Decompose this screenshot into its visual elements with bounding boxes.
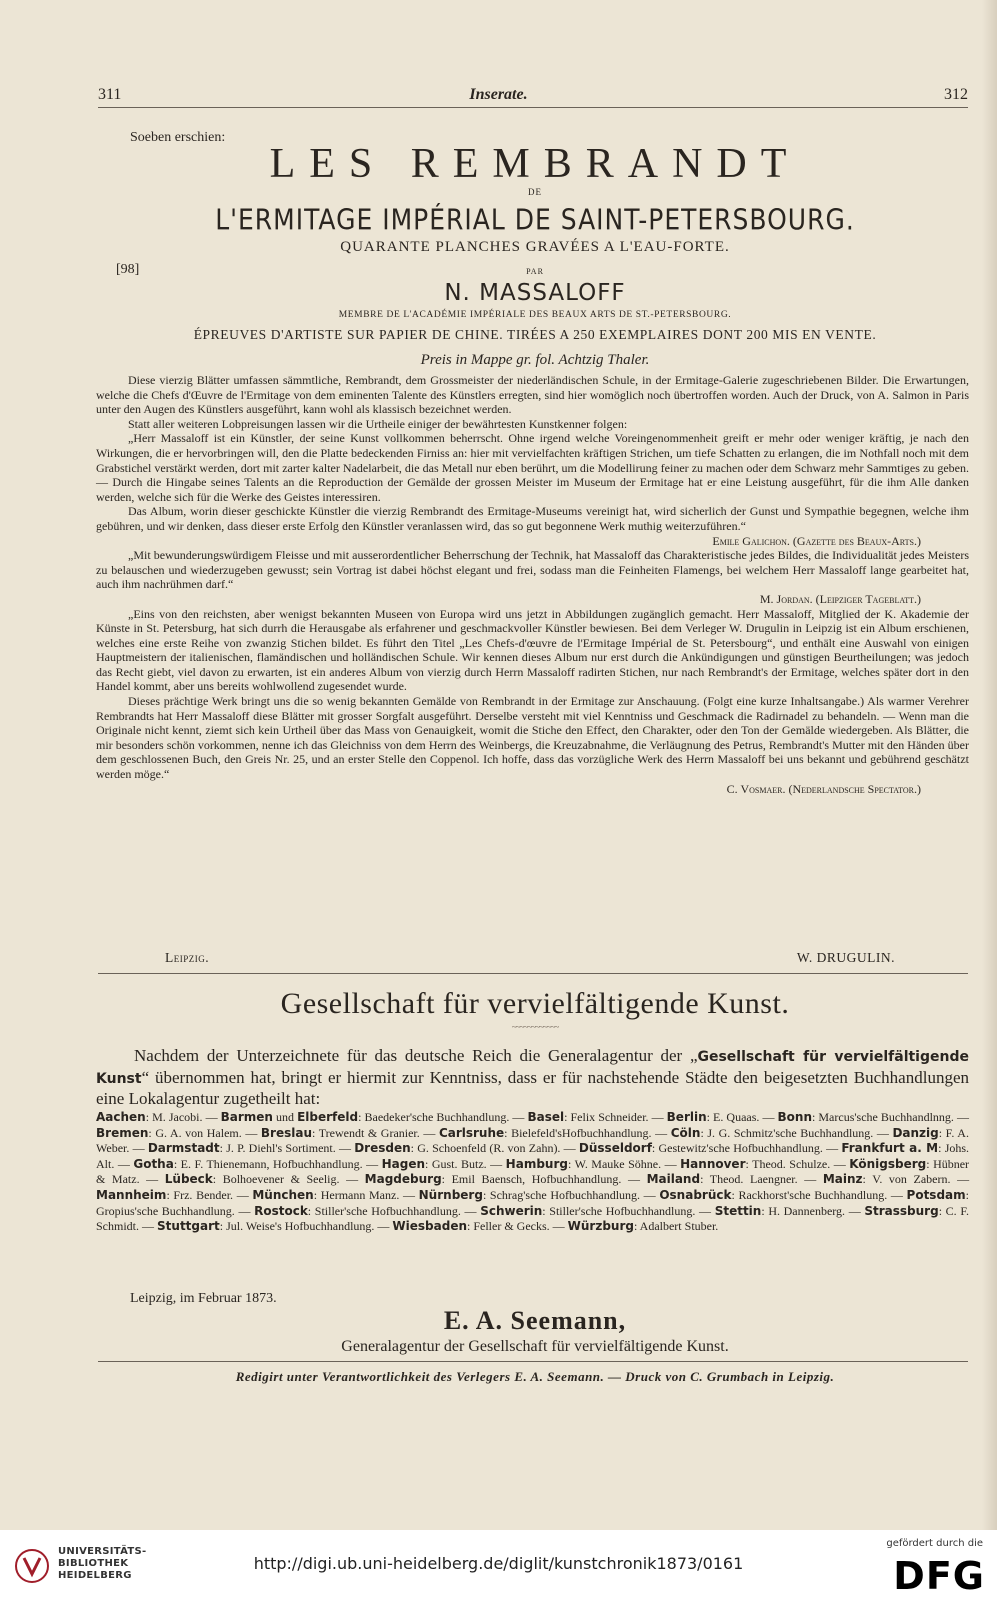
agency-bookshop: Gestewitz'sche Hofbuchhandlung. [658, 1141, 823, 1156]
price-note: Preis in Mappe gr. fol. Achtzig Thaler. [420, 352, 650, 368]
author-name: N. MASSALOFF [444, 280, 626, 306]
agency-bookshop: Theod. Laengner. [709, 1172, 798, 1187]
title-ermitage: L'ERMITAGE IMPÉRIAL DE SAINT-PETERSBOURG. [215, 203, 855, 237]
agency-city: Schwerin [480, 1203, 543, 1218]
gesellschaft-title: Gesellschaft für vervielfältigende Kunst. [280, 987, 790, 1020]
agency-bookshop: Bielefeld'sHofbuchhandlung. [511, 1125, 652, 1140]
title-de: DE [528, 187, 542, 197]
agency-city: Dresden [354, 1141, 411, 1156]
agency-bookshop: H. Dannenberg. [768, 1203, 846, 1218]
signature-text: M. Jordan. (Leipziger Tageblatt.) [759, 591, 921, 606]
agency-bookshop: Emil Baensch, Hofbuchhandlung. [451, 1172, 622, 1187]
agency-bookshop: J. G. Schmitz'sche Buchhandlung. [707, 1125, 874, 1140]
ub-line-1: UNIVERSITÄTS- [58, 1546, 147, 1557]
agency-bookshop: Stiller'sche Hofbuchhandlung. [549, 1203, 696, 1218]
agency-city: Barmen [220, 1110, 273, 1124]
agency-bookshop: Jul. Weise's Hofbuchhandlung. [226, 1219, 375, 1234]
agency-bookshop: Gust. Butz. [431, 1156, 487, 1171]
publisher-drugulin: W. DRUGULIN. [796, 950, 895, 965]
ub-line-2: BIBLIOTHEK [58, 1558, 129, 1569]
agency-city: Strassburg [864, 1203, 939, 1218]
signatory-title: Generalagentur der Gesellschaft für vervielfältigende Kunst. [341, 1338, 729, 1355]
intro-part-c: “ übernommen hat, bringt er hiermit zur Kenntniss, dass er für nachstehende Städte den beigesetzten Buchhandlungen eine Lokalagentur zugetheilt hat: [96, 1067, 969, 1108]
agency-city: Hannover [680, 1156, 746, 1171]
review-text [96, 373, 969, 796]
agency-bookshop: Gropius'sche Buchhandlung. [96, 1203, 235, 1218]
agency-bookshop: G. Schoenfeld (R. von Zahn). [417, 1141, 561, 1156]
footer-rule [98, 1361, 968, 1362]
title-planches: QUARANTE PLANCHES GRAVÉES A L'EAU-FORTE. [340, 239, 730, 255]
agency-city: Magdeburg [364, 1172, 442, 1187]
intro-part-a: Nachdem der Unterzeichnete für das deutsche Reich die Generalagentur der „ [134, 1046, 698, 1065]
agency-city: Königsberg [849, 1156, 927, 1171]
agency-bookshop: E. F. Thienemann, Hofbuchhandlung. [180, 1156, 363, 1171]
paragraph-quote-3: „Eins von den reichsten, aber wenigst bekannten Museen von Europa wird uns jetzt in Abbildungen zugänglich gemacht. Herr Massaloff, Mitglied der K. Akademie der Künste in St. Petersburg, hat sich durrh die Herausgabe als erfahrener und geschmackvoller Künstler bewiesen. Bei dem Verleger W. Drugulin in Leipzig ist ein Album erschienen, welches eine erste Reihe von zwanzig Stichen bildet. Es führt den Titel „Les Chefs-d'œuvre de l'Ermitage Impérial de St. Petersbourg“, und enthält eine Auswahl von einigen Hauptmeistern der italienischen, flamändischen und holländischen Schule. Wir kennen dieses Album nur erst durch die Ankündigungen und günstigen Beurtheilungen; was jedoch das Recht giebt, viel davon zu erwarten, ist ein anderes Album von vierzig durch Herrn Massaloff radirten Stichen, nur nach Rembrandt's der Ermitage, welches später dort in den Handel kommt, aber uns bereits wohlwollend zugesendet wurde. [96, 606, 969, 694]
agency-city: Düsseldorf [578, 1141, 652, 1156]
funding-label: gefördert durch die [886, 1538, 983, 1549]
agency-city: Darmstadt [147, 1141, 220, 1156]
paragraph-album: Das Album, worin dieser geschickte Künstler die vierzig Rembrandt des Ermitage-Museums vereinigt hat, wird sicherlich der Gunst und Sympathie begegnen, welche ihm gebühren, und wir denken, dass dieser erste Erfolg den Künstler veranlassen wird, das so gut begonnene Werk muthig weiterzuführen.“ [96, 504, 969, 533]
imprint-line: Redigirt unter Verantwortlichkeit des Verlegers E. A. Seemann. — Druck von C. Grumbach in Leipzig. [235, 1369, 835, 1384]
title-rembrandt: LES REMBRANDT [269, 141, 801, 187]
agency-city: Mannheim [96, 1187, 167, 1202]
viewer-footer [0, 1530, 997, 1603]
author-membership: MEMBRE DE L'ACADÉMIE IMPÉRIALE DES BEAUX ARTS DE ST.-PETERSBOURG. [338, 310, 732, 320]
agency-list: Aachen: M. Jacobi. — Barmen und Elberfeld: Baedeker'sche Buchhandlung. — Basel: Felix Schneider. — Berlin: E. Quaas. — Bonn: Marcus'sche Buchhandlnng. — Bremen: G. A. von Halem. — Breslau: Trewendt & Granier. — Carlsruhe: Bielefeld'sHofbuchhandlung. — Cöln: J. G. Schmitz'sche Buchhandlung. — Danzig: F. A. Weber. — Darmstadt: J. P. Diehl's Sortiment. — Dresden: G. Schoenfeld (R. von Zahn). — Düsseldorf: Gestewitz'sche Hofbuchhandlung. — Frankfurt a. M: Johs. Alt. — Gotha: E. F. Thienemann, Hofbuchhandlung. — Hagen: Gust. Butz. — Hamburg: W. Mauke Söhne. — Hannover: Theod. Schulze. — Königsberg: Hübner & Matz. — Lübeck: Bolhoevener & Seelig. — Magdeburg: Emil Baensch, Hofbuchhandlung. — Mailand: Theod. Laengner. — Mainz: V. von Zabern. — Mannheim: Frz. Bender. — München: Hermann Manz. — Nürnberg: Schrag'sche Hofbuchhandlung. — Osnabrück: Rackhorst'sche Buchhandlung. — Potsdam: Gropius'sche Buchhandlung. — Rostock: Stiller'sche Hofbuchhandlung. — Schwerin: Stiller'sche Hofbuchhandlung. — Stettin: H. Dannenberg. — Strassburg: C. F. Schmidt. — Stuttgart: Jul. Weise's Hofbuchhandlung. — Wiesbaden: Feller & Gecks. — Würzburg: Adalbert Stuber. [96, 1110, 970, 1234]
signatory-name: E. A. Seemann, [443, 1306, 627, 1335]
agency-bookshop: Trewendt & Granier. [318, 1125, 420, 1140]
agency-city: München [252, 1187, 314, 1202]
agency-bookshop: V. von Zabern. [872, 1172, 951, 1187]
agency-city: Bremen [96, 1125, 149, 1140]
agency-city: Aachen [96, 1110, 146, 1124]
agency-city: Hamburg [505, 1156, 568, 1171]
page-number-right: 312 [944, 86, 968, 103]
agency-city: Rostock [254, 1203, 308, 1218]
agency-bookshop: Felix Schneider. [570, 1110, 649, 1124]
agency-city: Lübeck [164, 1172, 213, 1187]
agency-city: Wiesbaden [392, 1219, 467, 1234]
agency-bookshop: W. Mauke Söhne. [574, 1156, 662, 1171]
header-title: Inserate. [469, 86, 528, 103]
agency-bookshop: J. P. Diehl's Sortiment. [226, 1141, 336, 1156]
agency-city: Mainz [822, 1172, 863, 1187]
agency-city: Frankfurt a. M [841, 1141, 939, 1156]
paragraph-intro: Diese vierzig Blätter umfassen sämmtliche, Rembrandt, dem Grossmeister der niederländischen Schule, in der Ermitage-Galerie zugeschriebenen Bilder. Die Erwartungen, welche die Chefs d'Œuvre de l'Ermitage von dem eminenten Talente des Künstlers erregten, sind hier womöglich noch übertroffen worden. Auch der Druck, von A. Salmon in Paris unter den Augen des Künstlers ausgeführt, kann wohl als klassisch bezeichnet werden. [96, 373, 969, 417]
paragraph-quote-1: „Herr Massaloff ist ein Künstler, der seine Kunst vollkommen beherrscht. Ohne irgend welche Voreingenommenheit greift er mehr oder weniger kräftig, je nach den Wirkungen, die er hervorbringen will, den die Platte bedeckenden Firniss an: hier mit vervielfachten kräftigen Strichen, um tiefe Schatten zu erlangen, die im Nothfall noch mit dem Grabstichel verstärkt werden, dort mit zarter kalter Nadelarbeit, die das Metall nur eben berührt, um die Modellirung feiner zu machen oder dem Schwarz mehr Sammtiges zu geben. — Durch die Hingabe seines Talents an die Reproduction der Gemälde der grossen Meister im Museum der Ermitage hat er eine Leistung ausgeführt, für die ihm Alle danken werden, welche sich für die Werke des Geistes interessiren. [96, 431, 969, 504]
agency-bookshop: Hermann Manz. [320, 1187, 400, 1202]
paragraph-statt: Statt aller weiteren Lobpreisungen lassen wir die Urtheile einiger der bewährtesten Kunstkenner folgen: [128, 416, 628, 431]
section-rule [98, 973, 968, 974]
agency-city: Danzig [892, 1125, 939, 1140]
agency-city: Hagen [381, 1156, 426, 1171]
agency-city: Stuttgart [157, 1219, 220, 1234]
agency-city: Berlin [666, 1110, 707, 1124]
agency-bookshop: Stiller'sche Hofbuchhandlung. [314, 1203, 461, 1218]
signature-text: C. Vosmaer. (Nederlandsche Spectator.) [726, 781, 921, 796]
agency-city: Bonn [777, 1110, 812, 1124]
agency-bookshop: Johs. Alt. [96, 1141, 970, 1171]
soeben-label: Soeben erschien: [130, 130, 226, 145]
agency-city: Gotha [133, 1156, 174, 1171]
agency-city: Breslau [260, 1125, 313, 1140]
agency-bookshop: G. A. von Halem. [155, 1125, 242, 1140]
agency-city: Cöln [670, 1125, 701, 1140]
publisher-line [165, 950, 895, 966]
agency-bookshop: Bolhoevener & Seelig. [222, 1172, 340, 1187]
page-number-left: 311 [98, 86, 122, 103]
gesellschaft-intro [96, 1046, 969, 1109]
announcement-date: Leipzig, im Februar 1873. [130, 1291, 277, 1306]
source-url-link[interactable]: http://digi.ub.uni-heidelberg.de/diglit/kunstchronik1873/0161 [253, 1554, 744, 1573]
agency-bookshop: Schrag'sche Hofbuchhandlung. [489, 1187, 641, 1202]
title-par: PAR [526, 267, 544, 276]
agency-bookshop: Rackhorst'sche Buchhandlung. [738, 1187, 888, 1202]
agency-city: Stettin [714, 1203, 762, 1218]
agency-city: Osnabrück [659, 1187, 732, 1202]
place-leipzig: Leipzig. [165, 950, 210, 965]
agency-city: Würzburg [567, 1219, 634, 1234]
paragraph-quote-3b: Dieses prächtige Werk bringt uns die so wenig bekannten Gemälde von Rembrandt in der Ermitage zur Anschauung. (Folgt eine kurze Inhaltsangabe.) Als warmer Verehrer Rembrandts hat Herr Massaloff diese Blätter mit grosser Sorgfalt ausgeführt. Derselbe versteht mit viel Kenntniss und Geschmack die Radirnadel zu behandeln. — Wenn man die Originale nicht kennt, ziemt sich kein Urtheil über das Mass von Genauigkeit, womit die Stiche den Effect, den Charakter, oder den Ton der Gemälde wiedergeben. Als Blätter, die mir besonders schön vorkommen, nenne ich das Gleichniss von dem Herrn des Weinbergs, die Kreuzabnahme, die Verläugnung des Petrus, Rembrandt's Mutter mit den Händen über dem geschlossenen Buch, den Greis Nr. 25, und an erster Stelle den Coppenol. Ich hoffe, dass das vorzügliche Werk des Herrn Massaloff bei uns bekannt und gebührend geschätzt werden möge.“ [96, 694, 969, 782]
ad-number: [98] [116, 262, 140, 277]
agency-bookshop: Feller & Gecks. [473, 1219, 550, 1234]
agency-city: Carlsruhe [438, 1125, 505, 1140]
paragraph-quote-2: „Mit bewunderungswürdigem Fleisse und mit ausserordentlicher Beherrschung der Technik, hat Massaloff das Charakteristische jedes Bildes, die Individualität jedes Meisters zu belauschen und wiederzugeben gewusst; sein Vortrag ist dabei höchst elegant und frei, sodass man die Feinheiten Flamengs, bei welchem Herr Massaloff lange gearbeitet hat, auch ihm nachrühmen darf.“ [96, 548, 969, 592]
agency-city: Mailand [646, 1172, 701, 1187]
ornament-wave: ~~~~~~~~~~~~ [511, 1022, 559, 1032]
dfg-logo: DFG [893, 1554, 985, 1598]
header-rule [98, 107, 968, 108]
agency-city: Nürnberg [418, 1187, 483, 1202]
agency-city: Potsdam [906, 1187, 966, 1202]
agency-bookshop: Theod. Schulze. [752, 1156, 831, 1171]
agency-bookshop: E. Quaas. [713, 1110, 760, 1124]
agency-city: Elberfeld [297, 1110, 359, 1124]
agency-city: Basel [527, 1110, 565, 1124]
signature-galichon [96, 534, 969, 549]
ub-line-3: HEIDELBERG [58, 1570, 132, 1581]
running-header [0, 86, 997, 108]
agency-bookshop: Marcus'sche Buchhandlnng. [818, 1110, 954, 1124]
edition-note: ÉPREUVES D'ARTISTE SUR PAPIER DE CHINE. TIRÉES A 250 EXEMPLAIRES DONT 200 MIS EN VENTE. [193, 327, 877, 342]
signature-vosmaer [96, 782, 969, 797]
signature-jordan [96, 592, 969, 607]
agency-bookshop: Baedeker'sche Buchhandlung. [364, 1110, 510, 1124]
agency-bookshop: Hübner & Matz. [96, 1156, 970, 1187]
agency-bookshop: C. F. Schmidt. [96, 1203, 970, 1234]
agency-bookshop: M. Jacobi. [152, 1110, 203, 1124]
intro-society-name: Gesellschaft für vervielfältigende Kunst [96, 1049, 969, 1087]
agency-bookshop: F. A. Weber. [96, 1125, 969, 1156]
agency-bookshop: Adalbert Stuber. [639, 1219, 719, 1234]
agency-bookshop: Frz. Bender. [173, 1187, 234, 1202]
signature-text: Emile Galichon. (Gazette des Beaux-Arts.) [712, 533, 921, 548]
